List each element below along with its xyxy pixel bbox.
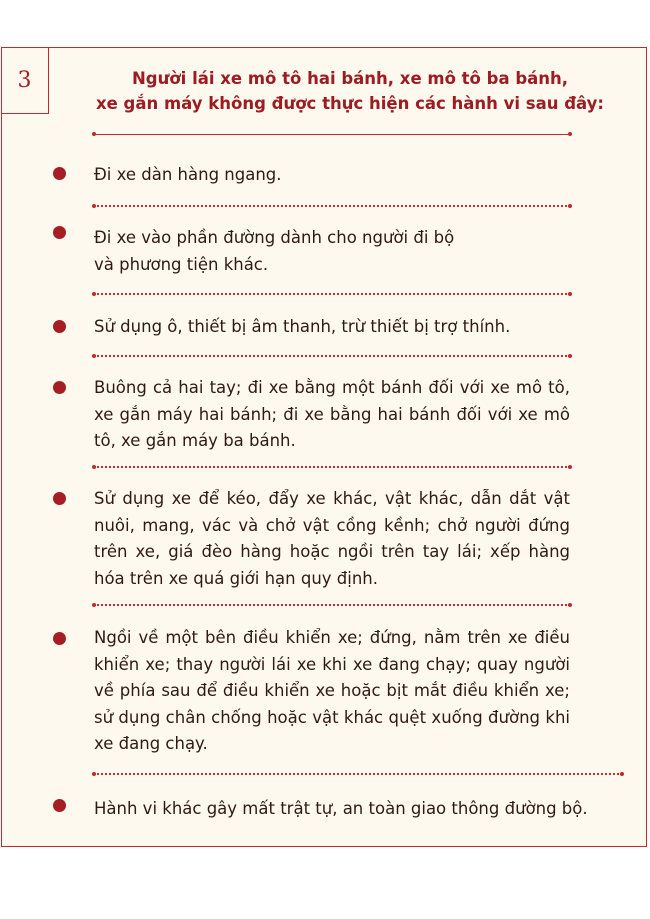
rules-card	[1, 47, 647, 847]
bullet-dot-icon	[53, 381, 66, 394]
rule-item-7: Hành vi khác gây mất trật tự, an toàn giao thông đường bộ.	[94, 799, 588, 818]
rule-item-2: Đi xe vào phần đường dành cho người đi bộ và phương tiện khác.	[94, 228, 455, 274]
bullet-dot-icon	[53, 226, 66, 239]
item-divider	[94, 293, 570, 295]
title-line-2: xe gắn máy không được thực hiện các hành vi sau đây:	[95, 94, 605, 113]
rule-item-3: Sử dụng ô, thiết bị âm thanh, trừ thiết bị trợ thính.	[94, 317, 511, 336]
rule-item-5: Sử dụng xe để kéo, đẩy xe khác, vật khác, dẫn dắt vật nuôi, mang, vác và chở vật cồng kềnh; chở người đứng trên xe, giá đèo hàng hoặc ngồi trên tay lái; xếp hàng hóa trên xe quá giới hạn quy định.	[94, 489, 570, 588]
title-divider	[94, 134, 570, 135]
section-title	[72, 66, 628, 116]
rule-item-4: Buông cả hai tay; đi xe bằng một bánh đối với xe mô tô, xe gắn máy hai bánh; đi xe bằng hai bánh đối với xe mô tô, xe gắn máy ba bánh.	[94, 378, 570, 450]
item-divider	[94, 355, 570, 357]
bullet-dot-icon	[53, 799, 66, 812]
item-divider	[94, 773, 622, 775]
item-divider	[94, 466, 570, 468]
item-divider	[94, 205, 570, 207]
bullet-dot-icon	[53, 320, 66, 333]
item-divider	[94, 604, 570, 606]
bullet-dot-icon	[53, 167, 66, 180]
bullet-dot-icon	[53, 632, 66, 645]
title-line-1: Người lái xe mô tô hai bánh, xe mô tô ba bánh,	[131, 69, 569, 88]
rule-item-6: Ngồi về một bên điều khiển xe; đứng, nằm trên xe điều khiển xe; thay người lái xe khi xe đang chạy; quay người về phía sau để điều khiển xe hoặc bịt mắt điều khiển xe; sử dụng chân chống hoặc vật khác quệt xuống đường khi xe đang chạy.	[94, 628, 570, 753]
bullet-dot-icon	[53, 492, 66, 505]
rule-item-1: Đi xe dàn hàng ngang.	[94, 165, 282, 184]
section-number: 3	[1, 47, 49, 114]
